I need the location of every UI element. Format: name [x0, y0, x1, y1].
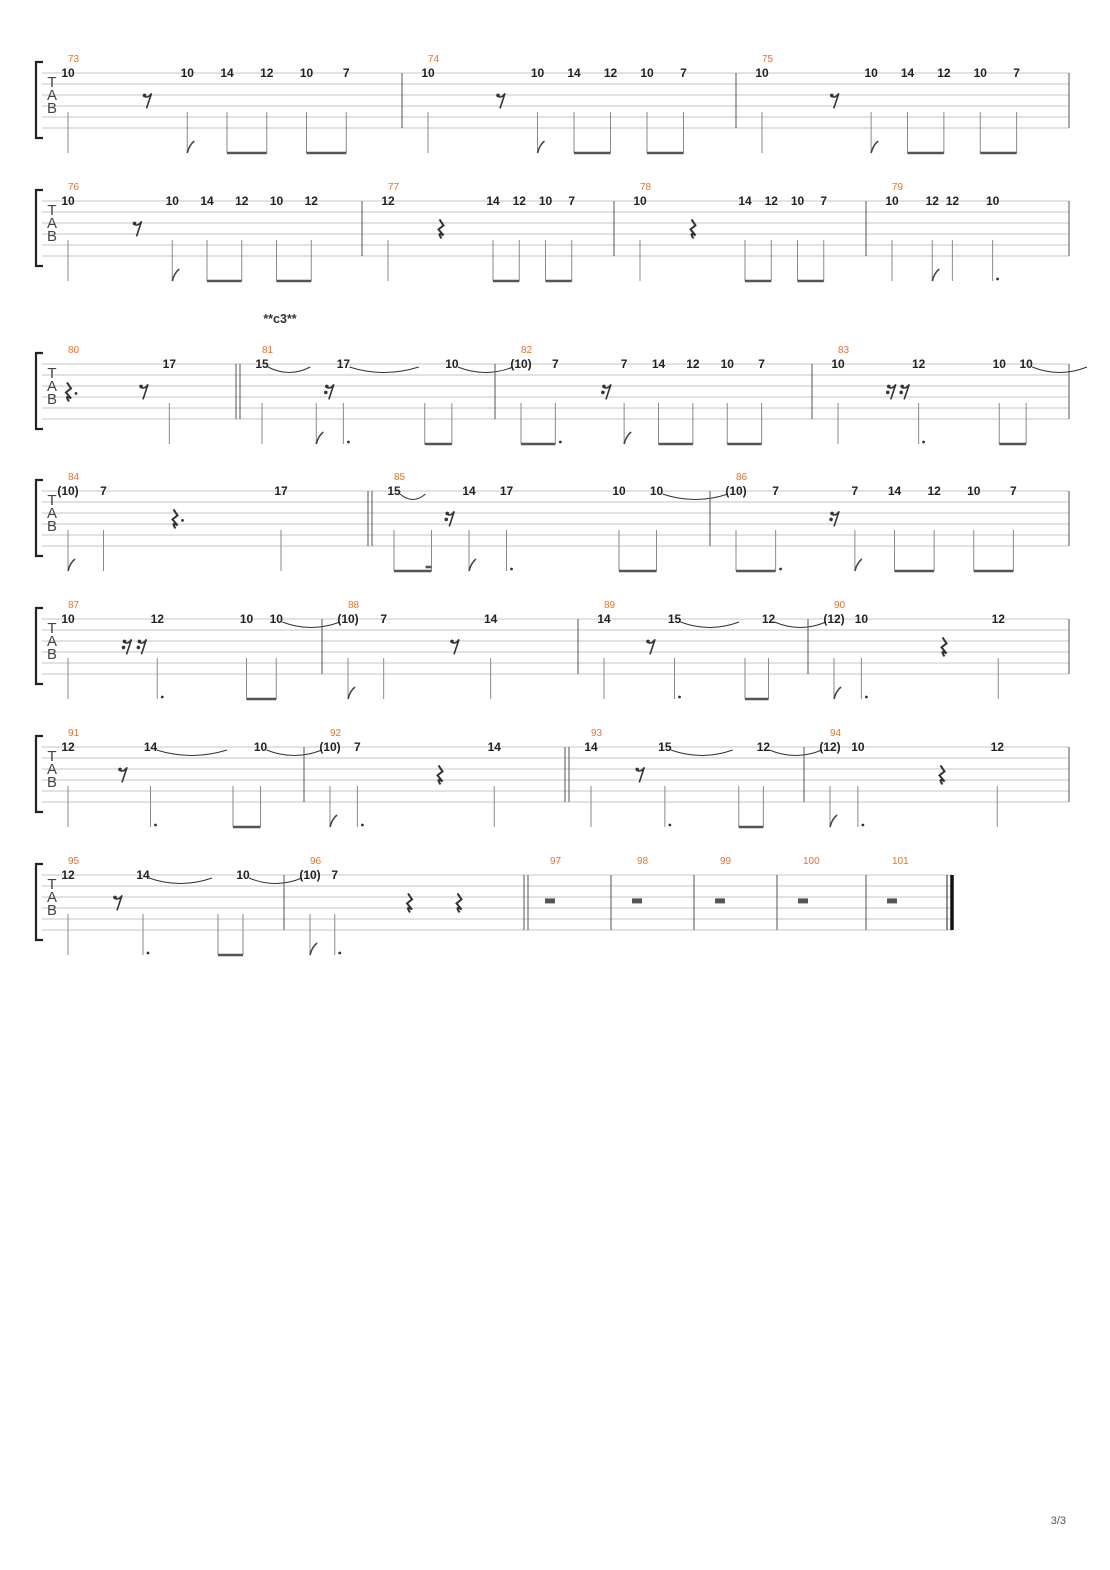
quarter-rest	[457, 893, 462, 912]
fret-number: (12)	[823, 612, 845, 626]
fret-number: 7	[342, 66, 350, 80]
note-flag	[830, 815, 837, 827]
measure-number: 81	[262, 345, 274, 356]
note-flag	[68, 559, 75, 571]
tab-system	[36, 600, 1069, 699]
rest-flag-dot	[635, 768, 639, 772]
fret-number: 7	[331, 868, 339, 882]
fret-number: 10	[530, 66, 545, 80]
fret-number: (10)	[510, 357, 532, 371]
note-flag	[834, 687, 841, 699]
rest-flag-dot	[646, 640, 650, 644]
page-number: 3/3	[1050, 1515, 1066, 1527]
tab-clef-letter: A	[46, 378, 58, 395]
measure-number: 75	[762, 54, 774, 65]
rest-flag-dot	[122, 646, 126, 650]
fret-number: 10	[633, 194, 647, 208]
quarter-rest	[407, 893, 412, 912]
measure-number: 89	[604, 600, 616, 611]
measure	[304, 728, 501, 827]
fret-number: 12	[61, 868, 75, 882]
system-bracket	[36, 864, 43, 940]
fret-number: 12	[925, 194, 939, 208]
fret-number: 10	[755, 66, 769, 80]
note-flag	[855, 559, 862, 571]
tie-arc	[769, 750, 822, 756]
tab-system	[36, 728, 1069, 827]
measure	[710, 472, 1069, 571]
fret-number: 17	[162, 357, 177, 371]
tie-arc	[775, 622, 827, 628]
fret-number: 10	[851, 740, 865, 754]
system-bracket	[36, 62, 43, 138]
tab-clef-letter: T	[47, 620, 57, 637]
measure	[66, 345, 176, 444]
fret-number: 15	[387, 484, 401, 498]
fret-number: 14	[486, 194, 500, 208]
quarter-rest	[438, 765, 443, 784]
tab-clef-letter: A	[46, 505, 58, 522]
measure	[736, 54, 1069, 153]
rest-flag-dot	[325, 385, 329, 389]
whole-rest	[798, 898, 808, 903]
fret-number: 10	[612, 484, 626, 498]
rest-flag-dot	[887, 385, 891, 389]
quarter-rest	[940, 765, 945, 784]
fret-number: 12	[990, 740, 1004, 754]
fret-number: 14	[887, 484, 902, 498]
fret-number: 12	[761, 612, 776, 626]
fret-number: 14	[487, 740, 501, 754]
tab-clef-letter: A	[46, 215, 58, 232]
fret-number: 10	[236, 868, 250, 882]
measure-number: 94	[830, 728, 842, 739]
fret-number: 14	[462, 484, 476, 498]
tie-arc	[149, 878, 212, 884]
note-flag	[348, 687, 355, 699]
fret-number: 10	[299, 66, 314, 80]
fret-number: 10	[967, 484, 981, 498]
measure-number: 98	[637, 856, 649, 867]
fret-number: 12	[235, 194, 249, 208]
tab-system	[36, 54, 1069, 153]
fret-number: 10	[421, 66, 435, 80]
fret-number: 10	[885, 194, 899, 208]
measure-number: 80	[68, 345, 80, 356]
fret-number: 10	[1019, 357, 1033, 371]
measure-number: 90	[834, 600, 846, 611]
fret-number: 12	[512, 194, 526, 208]
measure	[804, 728, 1069, 827]
measure	[808, 600, 1069, 699]
rest-flag-dot	[137, 646, 141, 650]
rest-flag-dot	[444, 518, 448, 522]
measure	[495, 345, 765, 444]
measure	[61, 728, 322, 827]
note-flag	[187, 141, 194, 153]
rest-flag-dot	[450, 640, 454, 644]
measure	[236, 345, 513, 444]
fret-number: 10	[253, 740, 268, 754]
rest-flag-dot	[445, 512, 449, 516]
fret-number: 14	[900, 66, 915, 80]
fret-number: 7	[851, 484, 859, 498]
note-flag	[538, 141, 545, 153]
measure	[61, 600, 340, 699]
tab-clef-letter: A	[46, 633, 58, 650]
tab-clef-letter: T	[47, 876, 57, 893]
fret-number: (10)	[319, 740, 341, 754]
fret-number: 10	[269, 194, 284, 208]
tab-clef-letter: B	[46, 228, 58, 245]
fret-number: 14	[483, 612, 498, 626]
note-flag	[932, 269, 939, 281]
measure	[368, 472, 728, 571]
fret-number: 12	[686, 357, 700, 371]
measure	[812, 345, 1087, 444]
duration-dot	[865, 696, 868, 699]
duration-dot	[147, 952, 150, 955]
measure	[61, 182, 318, 281]
tie-arc	[1032, 367, 1087, 373]
measure-number: 78	[640, 182, 652, 193]
fret-number: 14	[597, 612, 611, 626]
note-flag	[172, 269, 179, 281]
tab-clef-letter: B	[46, 518, 58, 535]
tie-arc	[400, 494, 426, 500]
measure-number: 76	[68, 182, 80, 193]
whole-rest	[632, 898, 642, 903]
fret-number: 12	[61, 740, 75, 754]
fret-number: 7	[1010, 484, 1017, 498]
fret-number: 17	[499, 484, 514, 498]
measure-number: 91	[68, 728, 80, 739]
duration-dot	[668, 824, 671, 827]
note-flag	[871, 141, 878, 153]
rest-flag-dot	[113, 896, 117, 900]
fret-number: 7	[680, 66, 687, 80]
duration-dot	[347, 441, 350, 444]
tab-clef-letter: B	[46, 646, 58, 663]
fret-number: 10	[445, 357, 459, 371]
rest-flag-dot	[496, 94, 500, 98]
measure-number: 82	[521, 345, 533, 356]
fret-number: 12	[927, 484, 941, 498]
tab-system	[36, 312, 1087, 444]
measure	[866, 182, 1069, 281]
fret-number: 10	[720, 357, 734, 371]
rest-flag-dot	[133, 222, 137, 226]
whole-rest	[715, 898, 725, 903]
duration-dot	[510, 568, 513, 571]
tab-system	[36, 472, 1069, 571]
system-bracket	[36, 190, 43, 266]
duration-dot	[154, 824, 157, 827]
tab-clef-letter: T	[47, 74, 57, 91]
measure	[362, 182, 575, 281]
measure-number: 77	[388, 182, 400, 193]
fret-number: 14	[738, 194, 752, 208]
measure-number: 95	[68, 856, 80, 867]
fret-number: 10	[538, 194, 553, 208]
fret-number: 14	[136, 868, 150, 882]
duration-dot	[559, 441, 562, 444]
measure	[322, 600, 498, 699]
rest-flag-dot	[830, 512, 834, 516]
fret-number: 10	[239, 612, 254, 626]
measure-number: 88	[348, 600, 360, 611]
rest-flag-dot	[138, 640, 142, 644]
tie-arc	[681, 622, 740, 628]
fret-number: (10)	[57, 484, 79, 498]
fret-number: 10	[992, 357, 1006, 371]
whole-rest	[545, 898, 555, 903]
note-flag	[624, 432, 631, 444]
fret-number: 10	[790, 194, 805, 208]
fret-number: 12	[991, 612, 1005, 626]
system-bracket	[36, 480, 43, 556]
fret-number: 12	[260, 66, 274, 80]
fret-number: 7	[568, 194, 576, 208]
tab-clef-letter: A	[46, 87, 58, 104]
tie-arc	[458, 367, 513, 373]
rest-flag-dot	[118, 768, 122, 772]
measure-number: 74	[428, 54, 440, 65]
fret-number: 10	[269, 612, 283, 626]
tie-arc	[267, 750, 323, 756]
tab-clef-letter: B	[46, 391, 58, 408]
fret-number: 10	[973, 66, 987, 80]
tie-arc	[268, 367, 310, 373]
tab-clef-letter: T	[47, 492, 57, 509]
rest-dot	[75, 392, 78, 395]
measure	[565, 728, 822, 827]
duration-dot	[996, 278, 999, 281]
fret-number: 10	[180, 66, 194, 80]
tab-clef-letter: B	[46, 774, 58, 791]
fret-number: 14	[567, 66, 581, 80]
fret-number: 14	[584, 740, 598, 754]
fret-number: 10	[165, 194, 179, 208]
duration-dot	[678, 696, 681, 699]
measure	[402, 54, 687, 153]
measure	[61, 54, 350, 153]
measure	[57, 472, 288, 571]
fret-number: 7	[100, 484, 107, 498]
rest-flag-dot	[829, 518, 833, 522]
quarter-rest	[439, 219, 444, 238]
rest-dot	[181, 519, 184, 522]
fret-number: 10	[831, 357, 845, 371]
tab-clef-letter: A	[46, 889, 58, 906]
fret-number: 7	[772, 484, 779, 498]
quarter-rest	[942, 637, 947, 656]
measure-number: 101	[892, 856, 909, 867]
section-label: **c3**	[263, 312, 297, 326]
measure-number: 87	[68, 600, 80, 611]
fret-number: (12)	[819, 740, 841, 754]
fret-number: 7	[820, 194, 828, 208]
measure-number: 96	[310, 856, 322, 867]
tie-arc	[671, 750, 733, 756]
tab-clef-letter: T	[47, 365, 57, 382]
tab-clef-letter: T	[47, 748, 57, 765]
system-bracket	[36, 736, 43, 812]
fret-number: 10	[61, 66, 75, 80]
fret-number: (10)	[725, 484, 747, 498]
tie-arc	[663, 494, 729, 500]
tie-arc	[249, 878, 302, 884]
fret-number: 7	[552, 357, 559, 371]
duration-dot	[338, 952, 341, 955]
fret-number: 12	[911, 357, 926, 371]
note-flag	[330, 815, 337, 827]
fret-number: 7	[758, 357, 765, 371]
fret-number: 15	[255, 357, 269, 371]
duration-dot	[161, 696, 164, 699]
note-flag	[469, 559, 476, 571]
measure-number: 99	[720, 856, 732, 867]
rest-flag-dot	[900, 385, 904, 389]
quarter-rest	[66, 382, 71, 401]
fret-number: 17	[274, 484, 288, 498]
system-bracket	[36, 353, 43, 429]
rest-flag-dot	[602, 385, 606, 389]
fret-number: 10	[61, 612, 75, 626]
fret-number: 14	[143, 740, 158, 754]
duration-dot	[922, 441, 925, 444]
tab-clef-letter: A	[46, 761, 58, 778]
tie-arc	[349, 367, 418, 373]
fret-number: 12	[150, 612, 164, 626]
tab-clef-letter: B	[46, 100, 58, 117]
measure-number: 100	[803, 856, 820, 867]
fret-number: 12	[764, 194, 778, 208]
measure	[614, 182, 827, 281]
fret-number: 12	[603, 66, 618, 80]
measure-number: 84	[68, 472, 80, 483]
fret-number: 7	[1013, 66, 1020, 80]
fret-number: 17	[336, 357, 351, 371]
fret-number: 15	[658, 740, 672, 754]
fret-number: (10)	[337, 612, 359, 626]
measure-number: 85	[394, 472, 406, 483]
system-bracket	[36, 608, 43, 684]
duration-dot	[361, 824, 364, 827]
measure-number: 83	[838, 345, 850, 356]
fret-number: 10	[640, 66, 654, 80]
duration-dot	[779, 568, 782, 571]
measure-number: 92	[330, 728, 342, 739]
rest-flag-dot	[324, 391, 328, 395]
measure	[578, 600, 826, 699]
measure-number: 93	[591, 728, 603, 739]
fret-number: 14	[651, 357, 666, 371]
fret-number: 7	[354, 740, 361, 754]
tab-clef-letter: B	[46, 902, 58, 919]
rest-flag-dot	[139, 385, 143, 389]
rest-flag-dot	[143, 94, 147, 98]
quarter-rest	[173, 509, 178, 528]
fret-number: 12	[381, 194, 395, 208]
fret-number: 7	[380, 612, 388, 626]
fret-number: 10	[985, 194, 1000, 208]
fret-number: 12	[945, 194, 960, 208]
fret-number: 10	[61, 194, 75, 208]
rest-flag-dot	[886, 391, 890, 395]
fret-number: 10	[649, 484, 664, 498]
rest-flag-dot	[830, 94, 834, 98]
fret-number: 12	[304, 194, 318, 208]
quarter-rest	[691, 219, 696, 238]
fret-number: 15	[667, 612, 682, 626]
measure-number: 86	[736, 472, 748, 483]
measure	[284, 856, 462, 955]
rest-flag-dot	[601, 391, 605, 395]
note-flag	[316, 432, 323, 444]
rest-flag-dot	[123, 640, 127, 644]
tie-arc	[157, 750, 228, 756]
fret-number: (10)	[299, 868, 321, 882]
fret-number: 12	[937, 66, 951, 80]
note-flag	[310, 943, 317, 955]
rest-flag-dot	[899, 391, 903, 395]
tab-system	[36, 856, 952, 955]
measure-number: 73	[68, 54, 80, 65]
fret-number: 12	[756, 740, 771, 754]
fret-number: 14	[220, 66, 234, 80]
fret-number: 7	[620, 357, 628, 371]
measure	[61, 856, 302, 955]
fret-number: 10	[864, 66, 878, 80]
tab-clef-letter: T	[47, 202, 57, 219]
measure-number: 97	[550, 856, 562, 867]
tab-system	[36, 182, 1069, 281]
fret-number: 10	[854, 612, 869, 626]
fret-number: 14	[200, 194, 214, 208]
tie-arc	[282, 622, 340, 628]
duration-dot	[861, 824, 864, 827]
measure-number: 79	[892, 182, 904, 193]
whole-rest	[887, 898, 897, 903]
